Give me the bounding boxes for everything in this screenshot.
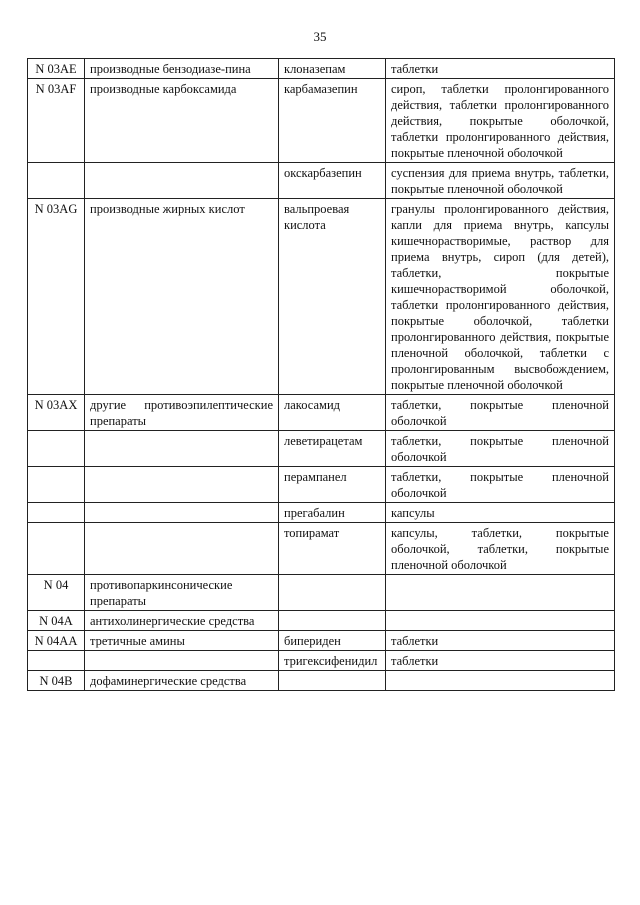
drug-name: тригексифенидил — [279, 651, 386, 671]
drug-name: клоназепам — [279, 59, 386, 79]
dosage-form — [386, 671, 615, 691]
table-row — [28, 59, 615, 79]
drug-group — [85, 523, 279, 575]
table-row — [28, 611, 615, 631]
atc-code — [28, 431, 85, 467]
drug-name: карбамазепин — [279, 79, 386, 163]
drug-classification-table — [27, 58, 615, 691]
table-row — [28, 79, 615, 163]
drug-name: бипериден — [279, 631, 386, 651]
atc-code: N 03AX — [28, 395, 85, 431]
table-row — [28, 431, 615, 467]
atc-code: N 03AG — [28, 199, 85, 395]
table-row — [28, 575, 615, 611]
dosage-form: таблетки, покрытые пленочной оболочкой — [386, 431, 615, 467]
drug-name: окскарбазепин — [279, 163, 386, 199]
drug-group: третичные амины — [85, 631, 279, 651]
dosage-form — [386, 575, 615, 611]
drug-name: прегабалин — [279, 503, 386, 523]
drug-name — [279, 671, 386, 691]
atc-code: N 03AF — [28, 79, 85, 163]
dosage-form: таблетки — [386, 59, 615, 79]
table-row — [28, 523, 615, 575]
table-row — [28, 651, 615, 671]
drug-group — [85, 431, 279, 467]
atc-code — [28, 651, 85, 671]
drug-group: другие противоэпилептические препараты — [85, 395, 279, 431]
dosage-form: гранулы пролонгированного действия, капли для приема внутрь, капсулы кишечнорастворимые, раствор для приема внутрь, сироп (для детей), таблетки, покрытые кишечнорастворимой оболочкой, таблетки пролонгированного действия, покрытые оболочкой, таблетки пролонгированного действия, покрытые пленочной оболочкой, таблетки с пролонгированным высвобождением, покрытые пленочной оболочкой — [386, 199, 615, 395]
dosage-form: сироп, таблетки пролонгированного действия, таблетки пролонгированного действия, покрытые оболочкой, таблетки пролонгированного действия, покрытые пленочной оболочкой — [386, 79, 615, 163]
page-number: 35 — [313, 29, 327, 44]
table-row — [28, 503, 615, 523]
drug-group — [85, 651, 279, 671]
table-row — [28, 163, 615, 199]
atc-code: N 04 — [28, 575, 85, 611]
drug-group: антихолинергические средства — [85, 611, 279, 631]
dosage-form: капсулы — [386, 503, 615, 523]
drug-group: производные бензодиазе-пина — [85, 59, 279, 79]
atc-code: N 04A — [28, 611, 85, 631]
dosage-form: таблетки — [386, 631, 615, 651]
atc-code — [28, 163, 85, 199]
drug-group: дофаминергические средства — [85, 671, 279, 691]
dosage-form: таблетки, покрытые пленочной оболочкой — [386, 395, 615, 431]
atc-code: N 04B — [28, 671, 85, 691]
table-row — [28, 395, 615, 431]
dosage-form: капсулы, таблетки, покрытые оболочкой, таблетки, покрытые пленочной оболочкой — [386, 523, 615, 575]
drug-group — [85, 503, 279, 523]
atc-code: N 03AE — [28, 59, 85, 79]
drug-group: производные жирных кислот — [85, 199, 279, 395]
drug-group: противопаркинсонические препараты — [85, 575, 279, 611]
dosage-form: таблетки, покрытые пленочной оболочкой — [386, 467, 615, 503]
dosage-form — [386, 611, 615, 631]
dosage-form: суспензия для приема внутрь, таблетки, покрытые пленочной оболочкой — [386, 163, 615, 199]
drug-name — [279, 575, 386, 611]
table-row — [28, 631, 615, 651]
atc-code — [28, 467, 85, 503]
drug-name: перампанел — [279, 467, 386, 503]
drug-name: топирамат — [279, 523, 386, 575]
drug-name: вальпроевая кислота — [279, 199, 386, 395]
table-body — [28, 59, 615, 691]
drug-group — [85, 467, 279, 503]
atc-code: N 04AA — [28, 631, 85, 651]
atc-code — [28, 523, 85, 575]
drug-group: производные карбоксамида — [85, 79, 279, 163]
drug-name: леветирацетам — [279, 431, 386, 467]
table-row — [28, 467, 615, 503]
atc-code — [28, 503, 85, 523]
dosage-form: таблетки — [386, 651, 615, 671]
table-row — [28, 671, 615, 691]
drug-group — [85, 163, 279, 199]
table-row — [28, 199, 615, 395]
drug-name: лакосамид — [279, 395, 386, 431]
drug-name — [279, 611, 386, 631]
